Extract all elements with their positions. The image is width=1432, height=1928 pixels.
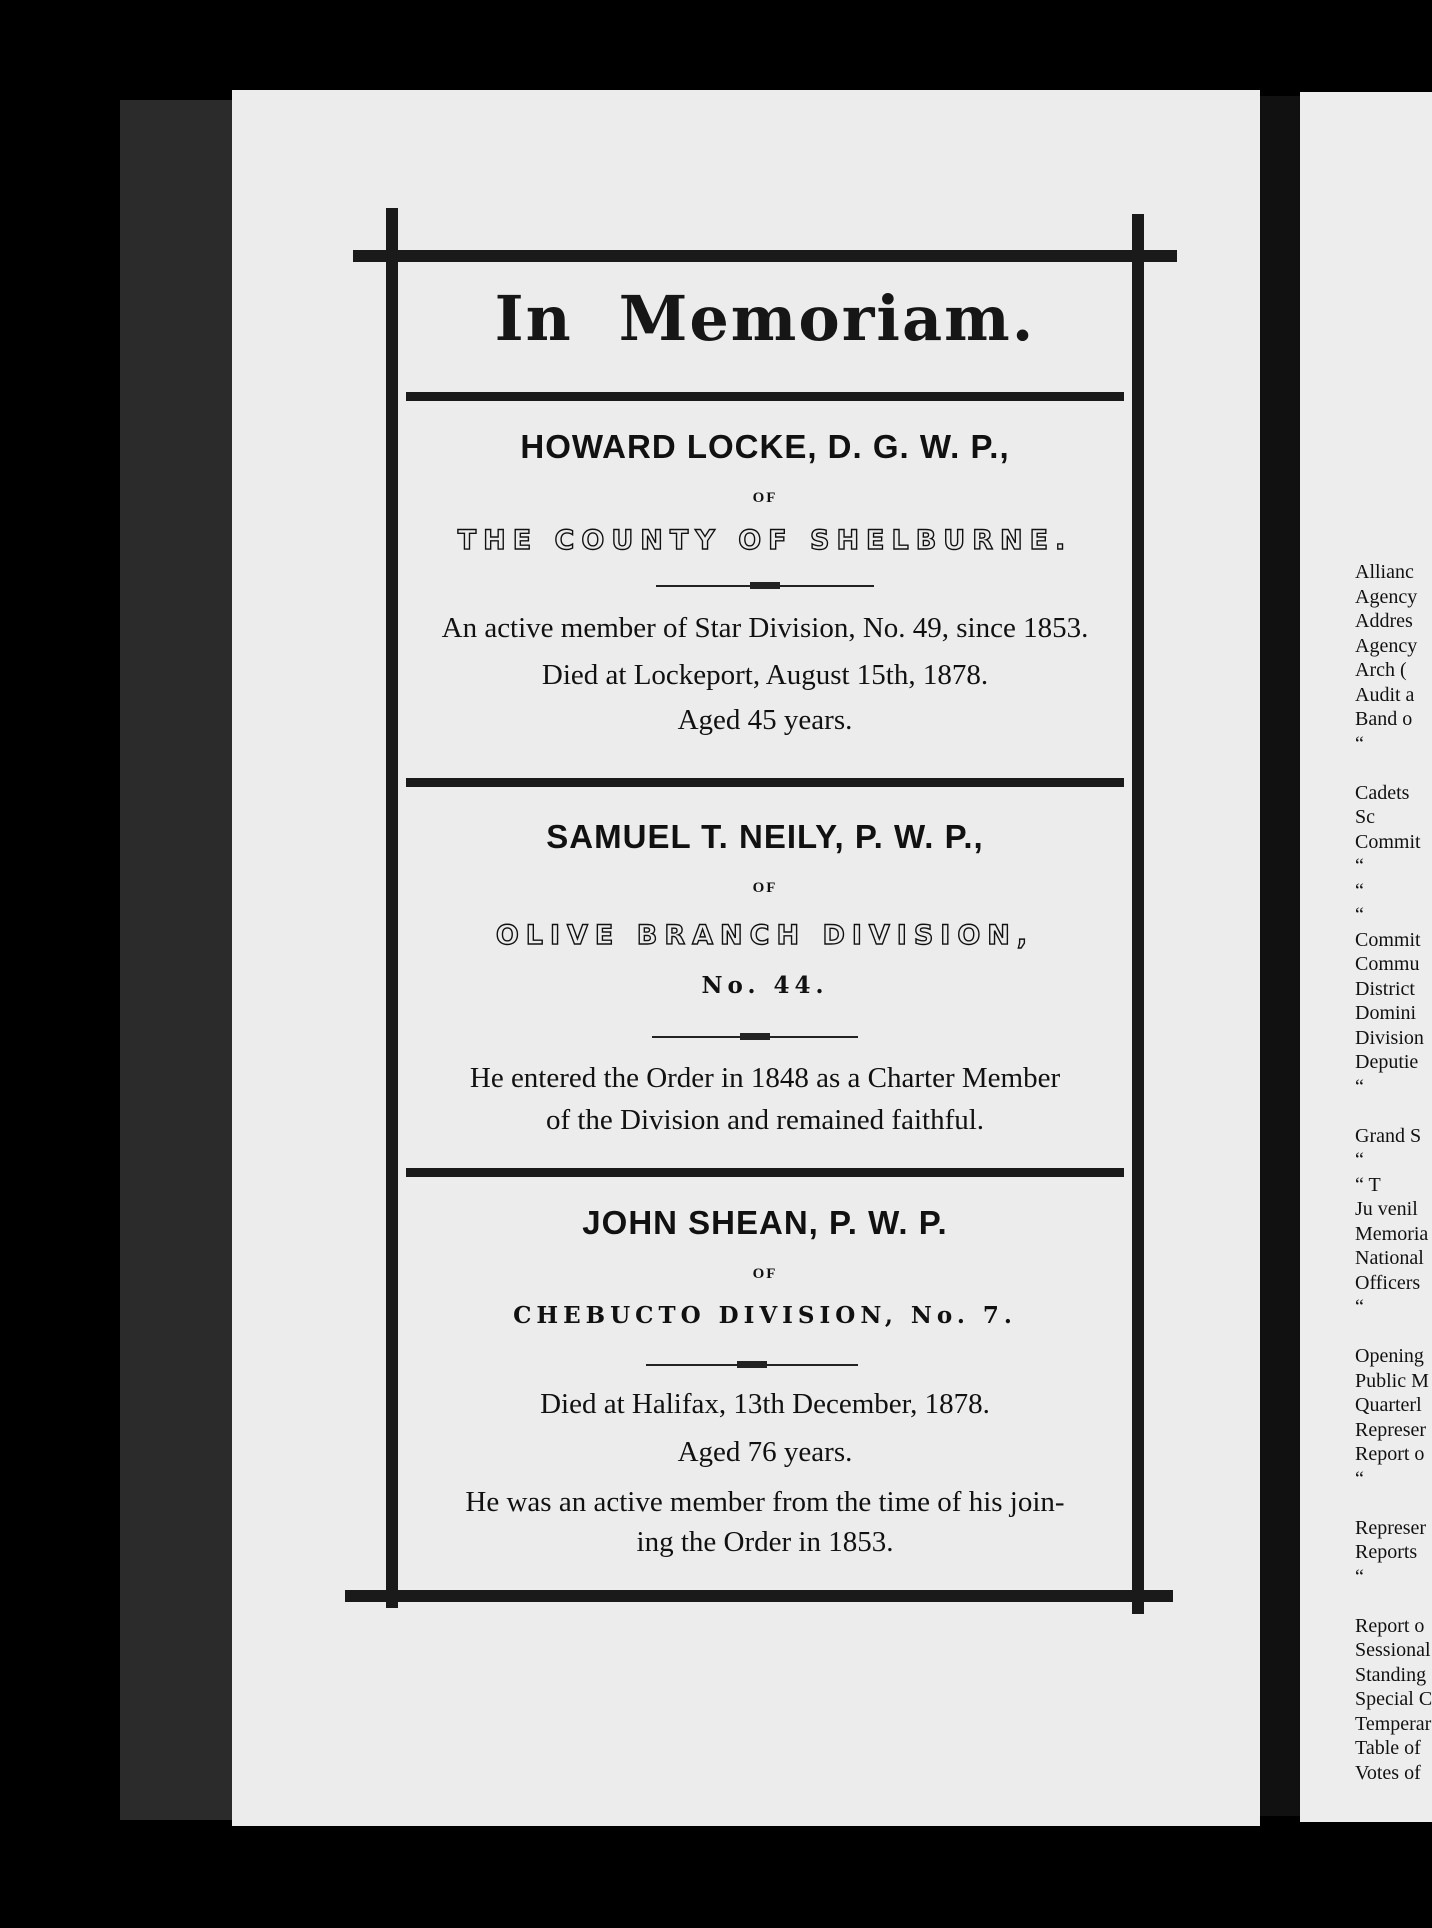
index-entry: “ (1355, 732, 1364, 755)
index-entry: District (1355, 977, 1415, 1000)
index-entry: Agency (1355, 634, 1418, 657)
index-entry: “ (1355, 855, 1364, 877)
index-entry: “ T (1355, 1173, 1381, 1196)
entry-3-text-1: Died at Halifax, 13th December, 1878. (540, 1388, 990, 1420)
index-entry (1355, 1099, 1432, 1124)
entry-2-place-2: No. 44. (701, 972, 829, 999)
index-entry: “ (1355, 1467, 1364, 1490)
index-entry (1355, 756, 1432, 781)
index-entry: Public M (1355, 1369, 1429, 1392)
ornament-rule (646, 1364, 858, 1366)
index-entry: Allianc (1355, 561, 1414, 583)
entry-3-of: OF (752, 1266, 778, 1282)
index-entry: Standing (1355, 1663, 1427, 1686)
frame-bottom-rule (345, 1590, 1173, 1602)
index-entry: Report o (1355, 1614, 1425, 1637)
index-entry: Cadets (1355, 781, 1410, 804)
index-entry: Arch ( (1355, 659, 1407, 681)
index-entry: Addres (1355, 610, 1413, 632)
index-entry: Ju venil (1355, 1198, 1418, 1220)
index-entry: “ (1355, 1296, 1364, 1318)
entry-3-text-4: ing the Order in 1853. (636, 1526, 894, 1558)
index-entry: Commit (1355, 928, 1421, 951)
entry-2-place-1: OLIVE BRANCH DIVISION, (495, 920, 1035, 951)
entry-1-name: HOWARD LOCKE, D. G. W. P., (520, 428, 1010, 465)
index-entry: Sc (1355, 806, 1375, 828)
entry-1-text-2: Died at Lockeport, August 15th, 1878. (541, 659, 989, 691)
title-word-memoriam: Memoriam. (618, 282, 1036, 355)
entry-1-text-1: An active member of Star Division, No. 49, since 1853. (441, 612, 1089, 644)
entry-3-text-3: He was an active member from the time of his join- (465, 1486, 1065, 1518)
index-entry: Opening (1355, 1345, 1424, 1367)
index-entry: Division (1355, 1026, 1424, 1049)
index-entry: Represer (1355, 1418, 1427, 1441)
entry-1-of: OF (752, 490, 778, 506)
book-spine-edge (120, 100, 240, 1820)
index-entry: Votes of (1355, 1761, 1421, 1784)
index-entry: Commit (1355, 830, 1421, 853)
ornament-rule (652, 1036, 858, 1038)
entry-3-place: CHEBUCTO DIVISION, No. 7. (513, 1302, 1017, 1329)
index-entry: Domini (1355, 1002, 1417, 1024)
entry-1-text-3: Aged 45 years. (677, 704, 853, 736)
memoriam-title (398, 282, 1132, 355)
entry-2-of: OF (752, 880, 778, 896)
frame-top-rule (353, 250, 1177, 262)
entry-3-name: JOHN SHEAN, P. W. P. (582, 1204, 948, 1241)
index-entry: “ (1355, 904, 1364, 926)
index-entry (1355, 1491, 1432, 1516)
index-entry: Reports (1355, 1541, 1418, 1563)
index-entry: Quarterl (1355, 1394, 1422, 1416)
index-entry: “ (1355, 1075, 1364, 1098)
index-entry: Band o (1355, 708, 1413, 730)
index-entry: Officers (1355, 1271, 1421, 1294)
index-entry: Sessional (1355, 1639, 1431, 1661)
index-entry: Temperar (1355, 1712, 1432, 1735)
entry-2-text-2: of the Division and remained faithful. (545, 1104, 985, 1136)
adjacent-index-page (1300, 92, 1432, 1822)
index-entry: Agency (1355, 585, 1418, 608)
entry-2-text-1: He entered the Order in 1848 as a Charter Member (469, 1062, 1061, 1094)
index-entry (1355, 1320, 1432, 1345)
index-entry: Table of (1355, 1737, 1421, 1759)
index-entry: Commu (1355, 953, 1420, 975)
index-entry: Report o (1355, 1443, 1425, 1465)
entry-3-text-2: Aged 76 years. (677, 1436, 853, 1468)
index-entry: “ (1355, 1565, 1364, 1588)
index-entry: Special C (1355, 1688, 1432, 1710)
index-entry: Deputie (1355, 1051, 1419, 1073)
index-entry: National (1355, 1247, 1424, 1269)
index-entry: Audit a (1355, 683, 1415, 706)
entry-2-name: SAMUEL T. NEILY, P. W. P., (546, 818, 984, 855)
frame-right-post (1132, 214, 1144, 1614)
ornament-rule (656, 585, 874, 587)
index-list (1355, 560, 1432, 1785)
frame-left-post (386, 208, 398, 1608)
section-divider (406, 778, 1124, 787)
title-word-in: In (494, 282, 573, 355)
section-divider (406, 1168, 1124, 1177)
index-entry: “ (1355, 1149, 1364, 1171)
index-entry: Memoria (1355, 1222, 1429, 1245)
index-entry: Represer (1355, 1516, 1427, 1539)
page-gutter (1260, 96, 1300, 1816)
index-entry: Grand S (1355, 1124, 1422, 1147)
entry-1-place: THE COUNTY OF SHELBURNE. (457, 525, 1073, 556)
index-entry (1355, 1589, 1432, 1614)
index-entry: “ (1355, 879, 1364, 902)
section-divider (406, 392, 1124, 401)
